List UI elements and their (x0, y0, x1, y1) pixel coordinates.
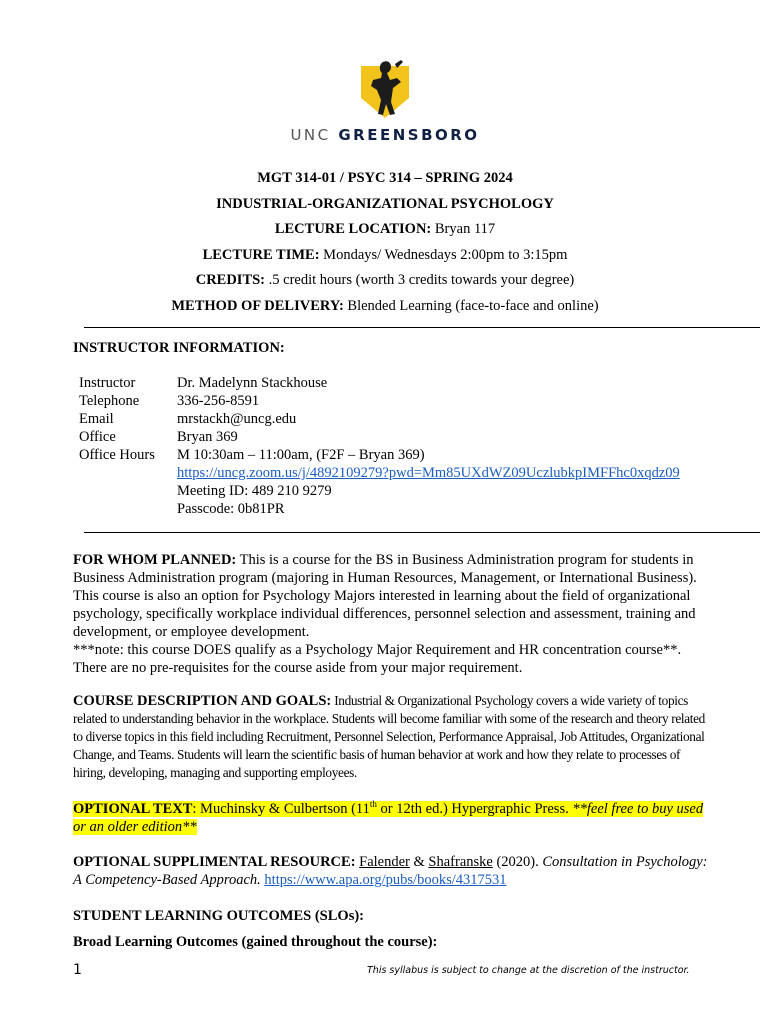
footer-note: This syllabus is subject to change at the discretion of the instructor. (367, 965, 690, 976)
slo-heading: STUDENT LEARNING OUTCOMES (SLOs): (73, 908, 364, 924)
table-row: Office Hours M 10:30am – 11:00am, (F2F – Bryan 369) (79, 447, 425, 463)
credits: CREDITS: .5 credit hours (worth 3 credits towards your degree) (195, 272, 575, 288)
table-row: Instructor Dr. Madelynn Stackhouse (79, 375, 328, 391)
table-row (76, 500, 683, 518)
lecture-location: LECTURE LOCATION: Bryan 117 (274, 221, 496, 237)
spartan-figure-icon (357, 58, 413, 120)
instructor-table (76, 374, 683, 518)
course-title: INDUSTRIAL-ORGANIZATIONAL PSYCHOLOGY (216, 195, 554, 212)
table-row: Telephone 336-256-8591 (79, 393, 260, 409)
table-row (76, 464, 683, 482)
method-of-delivery: METHOD OF DELIVERY: Blended Learning (face-to-face and online) (171, 297, 599, 314)
planned-note: ***note: this course DOES qualify as a Psychology Major Requirement and HR concentration course**. There are no pre-requisites for the course aside from your major requirement. (73, 642, 682, 676)
slo-subheading: Broad Learning Outcomes (gained throughout the course): (73, 934, 438, 950)
instructor-heading: INSTRUCTOR INFORMATION: (73, 340, 285, 356)
logo-wordmark: UNC GREENSBORO (290, 126, 480, 144)
table-row: Office Bryan 369 (79, 429, 238, 445)
course-header (0, 166, 770, 319)
divider (84, 532, 760, 533)
meeting-id: Meeting ID: 489 210 9279 (177, 483, 332, 499)
divider (84, 327, 760, 328)
table-row (76, 482, 683, 500)
optional-text: OPTIONAL TEXT: Muchinsky & Culbertson (11th or 12th ed.) Hypergraphic Press. **feel free to buy used or an older edition** (73, 799, 704, 835)
for-whom-planned: FOR WHOM PLANNED: This is a course for the BS in Business Administration program for students in Business Administration program (majoring in Human Resources, Management, or International Business). This course is also an option for Psychology Majors interested in learning about the field of organizational psychology, specifically workplace individual differences, personnel selection and assessment, training and development, or employee development. ***note: this course DOES qualify as a Psychology Major Requirement and HR concentration course**. There are no pre-requisites for the course aside from your major requirement. (73, 552, 697, 676)
university-logo (0, 58, 770, 144)
course-description: COURSE DESCRIPTION AND GOALS: Industrial & Organizational Psychology covers a wide variety of topics related to understanding behavior in the workplace. Students will become familiar with some of the research and theory related to diverse topics in this field including Recruitment, Personnel Selection, Performance Appraisal, Job Attitudes, Organizational Change, and Teams. Students will learn the scientific basis of human behavior at work and how they relate to processes of hiring, developing, managing and supporting employees. (73, 693, 705, 780)
supplemental-resource: OPTIONAL SUPPLIMENTAL RESOURCE: Falender & Shafranske (2020). Consultation in Psychology: A Competency-Based Approach. https://www.apa.org/pubs/books/4317531 (73, 854, 708, 888)
course-code: MGT 314-01 / PSYC 314 – SPRING 2024 (257, 170, 513, 186)
passcode: Passcode: 0b81PR (177, 501, 285, 517)
table-row: Email mrstackh@uncg.edu (79, 411, 297, 427)
zoom-link[interactable]: https://uncg.zoom.us/j/4892109279?pwd=Mm85UXdWZ09UczlubkpIMFFhc0xqdz09 (177, 465, 680, 481)
apa-link[interactable]: https://www.apa.org/pubs/books/4317531 (264, 872, 507, 888)
page-number: 1 (73, 962, 82, 978)
lecture-time: LECTURE TIME: Mondays/ Wednesdays 2:00pm to 3:15pm (202, 246, 568, 263)
